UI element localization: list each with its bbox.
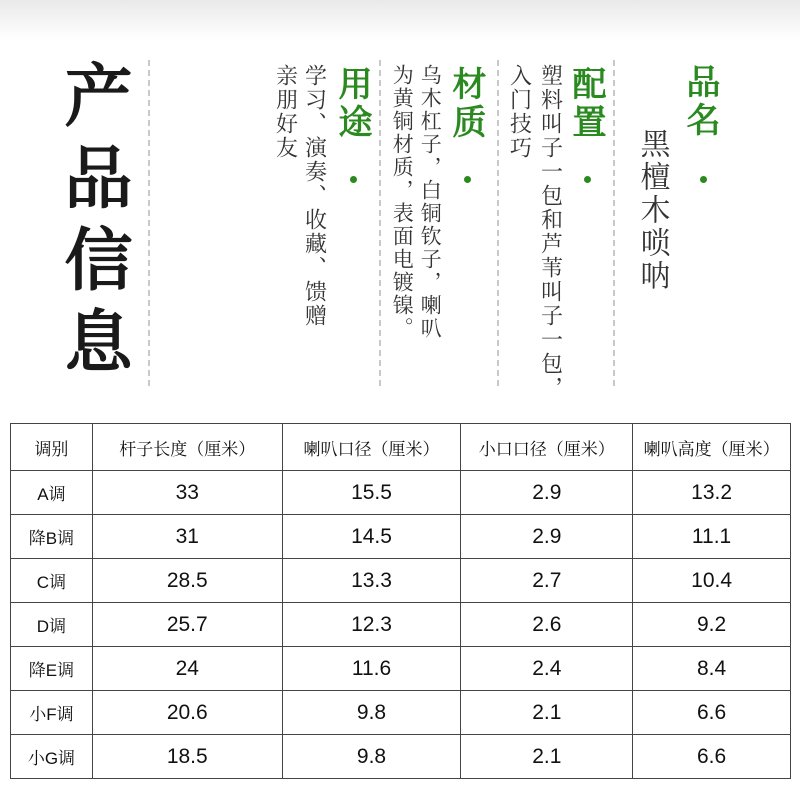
config-text-line-2: 入门技巧 bbox=[506, 64, 532, 160]
cell-bell-diameter: 12.3 bbox=[282, 603, 461, 647]
cell-bell-height: 10.4 bbox=[633, 559, 791, 603]
table-row bbox=[11, 471, 791, 515]
cell-rod-length: 18.5 bbox=[92, 735, 282, 779]
cell-bell-height: 6.6 bbox=[633, 691, 791, 735]
header-key: 调别 bbox=[11, 424, 93, 471]
cell-mouth-diameter: 2.7 bbox=[461, 559, 633, 603]
cell-rod-length: 25.7 bbox=[92, 603, 282, 647]
material-text-line-2: 为黄铜材质，表面电镀镍。 bbox=[390, 64, 415, 340]
cell-bell-diameter: 13.3 bbox=[282, 559, 461, 603]
table-row bbox=[11, 735, 791, 779]
config-dot-icon bbox=[584, 176, 591, 183]
config-text-line-1: 塑料叫子一包和芦苇叫子一包， bbox=[537, 64, 563, 400]
cell-rod-length: 33 bbox=[92, 471, 282, 515]
cell-key: A调 bbox=[11, 471, 93, 515]
header-bell-height: 喇叭高度（厘米） bbox=[633, 424, 791, 471]
cell-mouth-diameter: 2.4 bbox=[461, 647, 633, 691]
cell-mouth-diameter: 2.6 bbox=[461, 603, 633, 647]
cell-bell-diameter: 15.5 bbox=[282, 471, 461, 515]
header-mouth-diameter: 小口口径（厘米） bbox=[461, 424, 633, 471]
cell-rod-length: 28.5 bbox=[92, 559, 282, 603]
specs-table bbox=[10, 423, 791, 779]
cell-bell-height: 13.2 bbox=[633, 471, 791, 515]
header-rod-length: 杆子长度（厘米） bbox=[92, 424, 282, 471]
cell-bell-height: 6.6 bbox=[633, 735, 791, 779]
name-dot-icon bbox=[700, 176, 707, 183]
cell-key: 小F调 bbox=[11, 691, 93, 735]
cell-bell-diameter: 11.6 bbox=[282, 647, 461, 691]
divider bbox=[613, 60, 615, 386]
cell-key: C调 bbox=[11, 559, 93, 603]
cell-rod-length: 24 bbox=[92, 647, 282, 691]
cell-mouth-diameter: 2.9 bbox=[461, 471, 633, 515]
material-text-line-1: 乌木杠子，白铜钦子，喇叭 bbox=[418, 64, 443, 340]
cell-bell-diameter: 9.8 bbox=[282, 735, 461, 779]
cell-rod-length: 31 bbox=[92, 515, 282, 559]
cell-mouth-diameter: 2.1 bbox=[461, 735, 633, 779]
cell-key: 降E调 bbox=[11, 647, 93, 691]
divider bbox=[148, 60, 150, 386]
material-heading: 材质 bbox=[446, 66, 486, 142]
config-heading: 配置 bbox=[566, 66, 606, 142]
divider bbox=[497, 60, 499, 386]
table-row bbox=[11, 647, 791, 691]
usage-heading: 用途 bbox=[332, 66, 372, 142]
cell-key: 小G调 bbox=[11, 735, 93, 779]
cell-mouth-diameter: 2.9 bbox=[461, 515, 633, 559]
name-heading: 品名 bbox=[680, 64, 720, 140]
cell-key: D调 bbox=[11, 603, 93, 647]
usage-dot-icon bbox=[350, 176, 357, 183]
page-title: 产品信息 bbox=[53, 60, 132, 388]
product-name: 黑檀木唢呐 bbox=[634, 128, 670, 293]
table-row bbox=[11, 603, 791, 647]
material-dot-icon bbox=[464, 176, 471, 183]
cell-rod-length: 20.6 bbox=[92, 691, 282, 735]
cell-bell-diameter: 9.8 bbox=[282, 691, 461, 735]
cell-mouth-diameter: 2.1 bbox=[461, 691, 633, 735]
top-shadow-decoration bbox=[0, 0, 800, 40]
usage-text-line-2: 亲朋好友 bbox=[272, 64, 298, 160]
cell-bell-height: 9.2 bbox=[633, 603, 791, 647]
cell-bell-height: 8.4 bbox=[633, 647, 791, 691]
table-header-row bbox=[11, 424, 791, 471]
table-row bbox=[11, 691, 791, 735]
table-row bbox=[11, 559, 791, 603]
cell-key: 降B调 bbox=[11, 515, 93, 559]
usage-text-line-1: 学习、演奏、收藏、馈赠 bbox=[301, 64, 327, 328]
cell-bell-height: 11.1 bbox=[633, 515, 791, 559]
header-bell-diameter: 喇叭口径（厘米） bbox=[282, 424, 461, 471]
table-row bbox=[11, 515, 791, 559]
divider bbox=[379, 60, 381, 386]
cell-bell-diameter: 14.5 bbox=[282, 515, 461, 559]
